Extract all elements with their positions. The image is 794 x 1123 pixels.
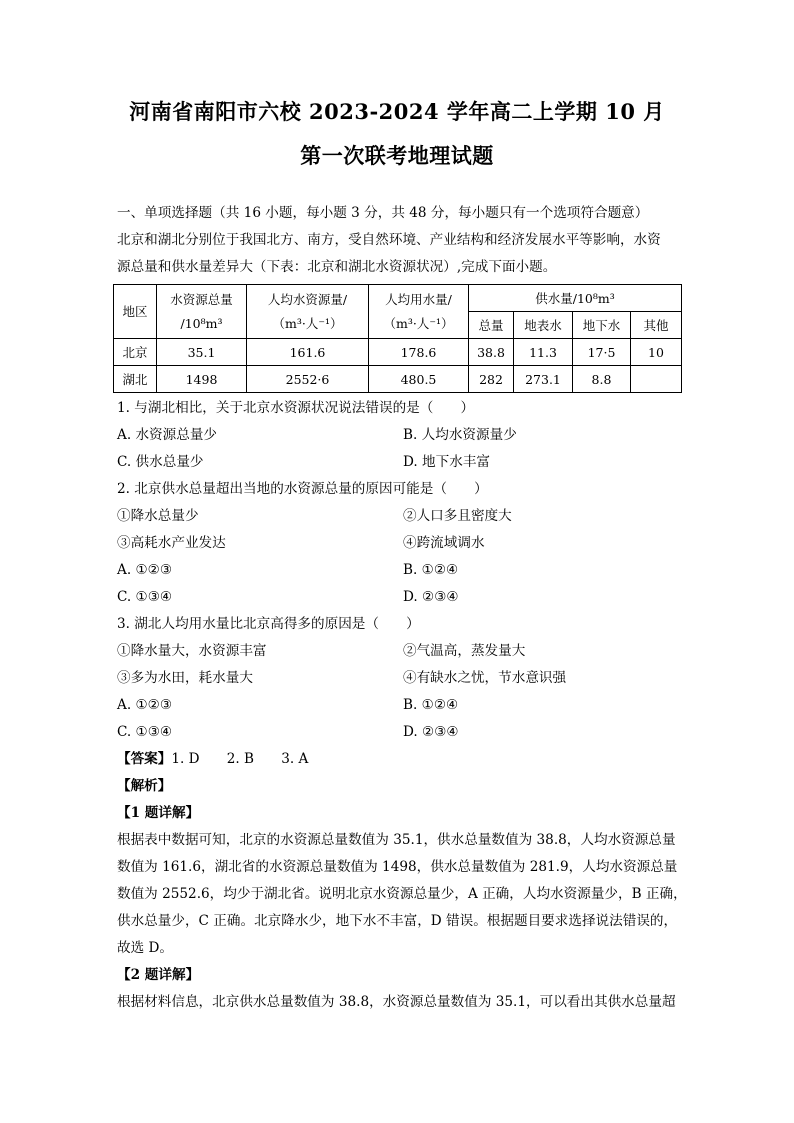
section-heading: 一、单项选择题（共 16 小题，每小题 3 分，共 48 分，每小题只有一个选项符合题意） <box>117 205 649 221</box>
cell-use: 178.6 <box>369 339 469 366</box>
question-3-option-a: A. ①②③ <box>117 697 173 713</box>
cell-supply-ground: 8.8 <box>573 366 631 393</box>
answer-text: 1. D 2. B 3. A <box>171 751 309 767</box>
header-supply-other: 其他 <box>631 312 682 339</box>
q1-analysis-line-2: 数值为 161.6，湖北省的水资源总量数值为 1498，供水总量数值为 281.9，人均水资源总量 <box>117 859 678 875</box>
header-supply: 供水量/10⁸m³ <box>469 285 682 312</box>
q1-analysis-line-4: 供水总量少，C 正确。北京降水少，地下水不丰富，D 错误。根据题目要求选择说法错误的， <box>117 913 678 929</box>
question-2-item-4: ④跨流域调水 <box>403 535 485 551</box>
question-1-option-a: A. 水资源总量少 <box>117 427 218 443</box>
cell-percap: 161.6 <box>247 339 369 366</box>
analysis-label: 【解析】 <box>117 778 172 794</box>
question-3-item-3: ③多为水田，耗水量大 <box>117 670 253 686</box>
stem-line-2: 源总量和供水量差异大（下表：北京和湖北水资源状况）,完成下面小题。 <box>117 259 557 275</box>
header-use-line2: （m³·人⁻¹） <box>383 316 454 331</box>
q2-analysis-heading: 【2 题详解】 <box>117 967 200 983</box>
water-resources-table <box>113 284 682 393</box>
header-supply-ground: 地下水 <box>573 312 631 339</box>
q1-analysis-line-5: 故选 D。 <box>117 940 174 956</box>
question-3-option-d: D. ②③④ <box>403 724 459 740</box>
stem-line-1: 北京和湖北分别位于我国北方、南方，受自然环境、产业结构和经济发展水平等影响，水资 <box>117 232 661 248</box>
cell-supply-surface: 11.3 <box>514 339 573 366</box>
document-title-line2: 第一次联考地理试题 <box>300 143 494 168</box>
header-total-line2: /10⁸m³ <box>180 316 223 331</box>
cell-supply-surface: 273.1 <box>514 366 573 393</box>
question-1-option-c: C. 供水总量少 <box>117 454 204 470</box>
cell-percap: 2552·6 <box>247 366 369 393</box>
cell-use: 480.5 <box>369 366 469 393</box>
question-2-item-1: ①降水总量少 <box>117 508 199 524</box>
cell-region: 湖北 <box>114 366 157 393</box>
question-1-option-d: D. 地下水丰富 <box>403 454 491 470</box>
header-use-line1: 人均用水量/ <box>385 292 452 307</box>
cell-total: 1498 <box>157 366 247 393</box>
cell-supply-ground: 17·5 <box>573 339 631 366</box>
question-3-item-4: ④有缺水之忧，节水意识强 <box>403 670 567 686</box>
header-supply-surface: 地表水 <box>514 312 573 339</box>
answer-label: 【答案】 <box>117 751 172 767</box>
cell-supply-total: 282 <box>469 366 514 393</box>
question-3-item-1: ①降水量大，水资源丰富 <box>117 643 267 659</box>
header-per-capita-line2: （m³·人⁻¹） <box>272 316 343 331</box>
question-2-item-3: ③高耗水产业发达 <box>117 535 226 551</box>
q1-analysis-line-3: 数值为 2552.6，均少于湖北省。说明北京水资源总量少，A 正确，人均水资源量少，B 正确， <box>117 886 687 902</box>
question-3-option-b: B. ①②④ <box>403 697 459 713</box>
table-row-hubei <box>114 366 682 393</box>
header-total-resources <box>157 285 247 339</box>
header-supply-total: 总量 <box>469 312 514 339</box>
question-2-stem: 2. 北京供水总量超出当地的水资源总量的原因可能是（ ） <box>117 481 488 497</box>
cell-total: 35.1 <box>157 339 247 366</box>
question-2-item-2: ②人口多且密度大 <box>403 508 512 524</box>
q1-analysis-line-1: 根据表中数据可知，北京的水资源总量数值为 35.1，供水总量数值为 38.8，人均水资源总量 <box>117 832 676 848</box>
header-total-line1: 水资源总量 <box>170 292 233 307</box>
question-1-stem: 1. 与湖北相比，关于北京水资源状况说法错误的是（ ） <box>117 400 475 416</box>
document-title-line1: 河南省南阳市六校 2023-2024 学年高二上学期 10 月 <box>129 99 665 124</box>
q1-analysis-heading: 【1 题详解】 <box>117 805 200 821</box>
question-3-stem: 3. 湖北人均用水量比北京高得多的原因是（ ） <box>117 616 420 632</box>
cell-supply-other <box>631 366 682 393</box>
question-1-option-b: B. 人均水资源量少 <box>403 427 517 443</box>
question-2-option-a: A. ①②③ <box>117 562 173 578</box>
header-per-capita-use <box>369 285 469 339</box>
question-3-option-c: C. ①③④ <box>117 724 173 740</box>
header-per-capita <box>247 285 369 339</box>
cell-supply-total: 38.8 <box>469 339 514 366</box>
header-region: 地区 <box>114 285 157 339</box>
cell-supply-other: 10 <box>631 339 682 366</box>
q2-analysis-line-1: 根据材料信息，北京供水总量数值为 38.8，水资源总量数值为 35.1，可以看出其供水总量超 <box>117 994 676 1010</box>
question-2-option-b: B. ①②④ <box>403 562 459 578</box>
question-2-option-d: D. ②③④ <box>403 589 459 605</box>
answer-line <box>117 749 687 769</box>
table-row-beijing <box>114 339 682 366</box>
cell-region: 北京 <box>114 339 157 366</box>
question-2-option-c: C. ①③④ <box>117 589 173 605</box>
question-3-item-2: ②气温高，蒸发量大 <box>403 643 526 659</box>
header-per-capita-line1: 人均水资源量/ <box>267 292 348 307</box>
